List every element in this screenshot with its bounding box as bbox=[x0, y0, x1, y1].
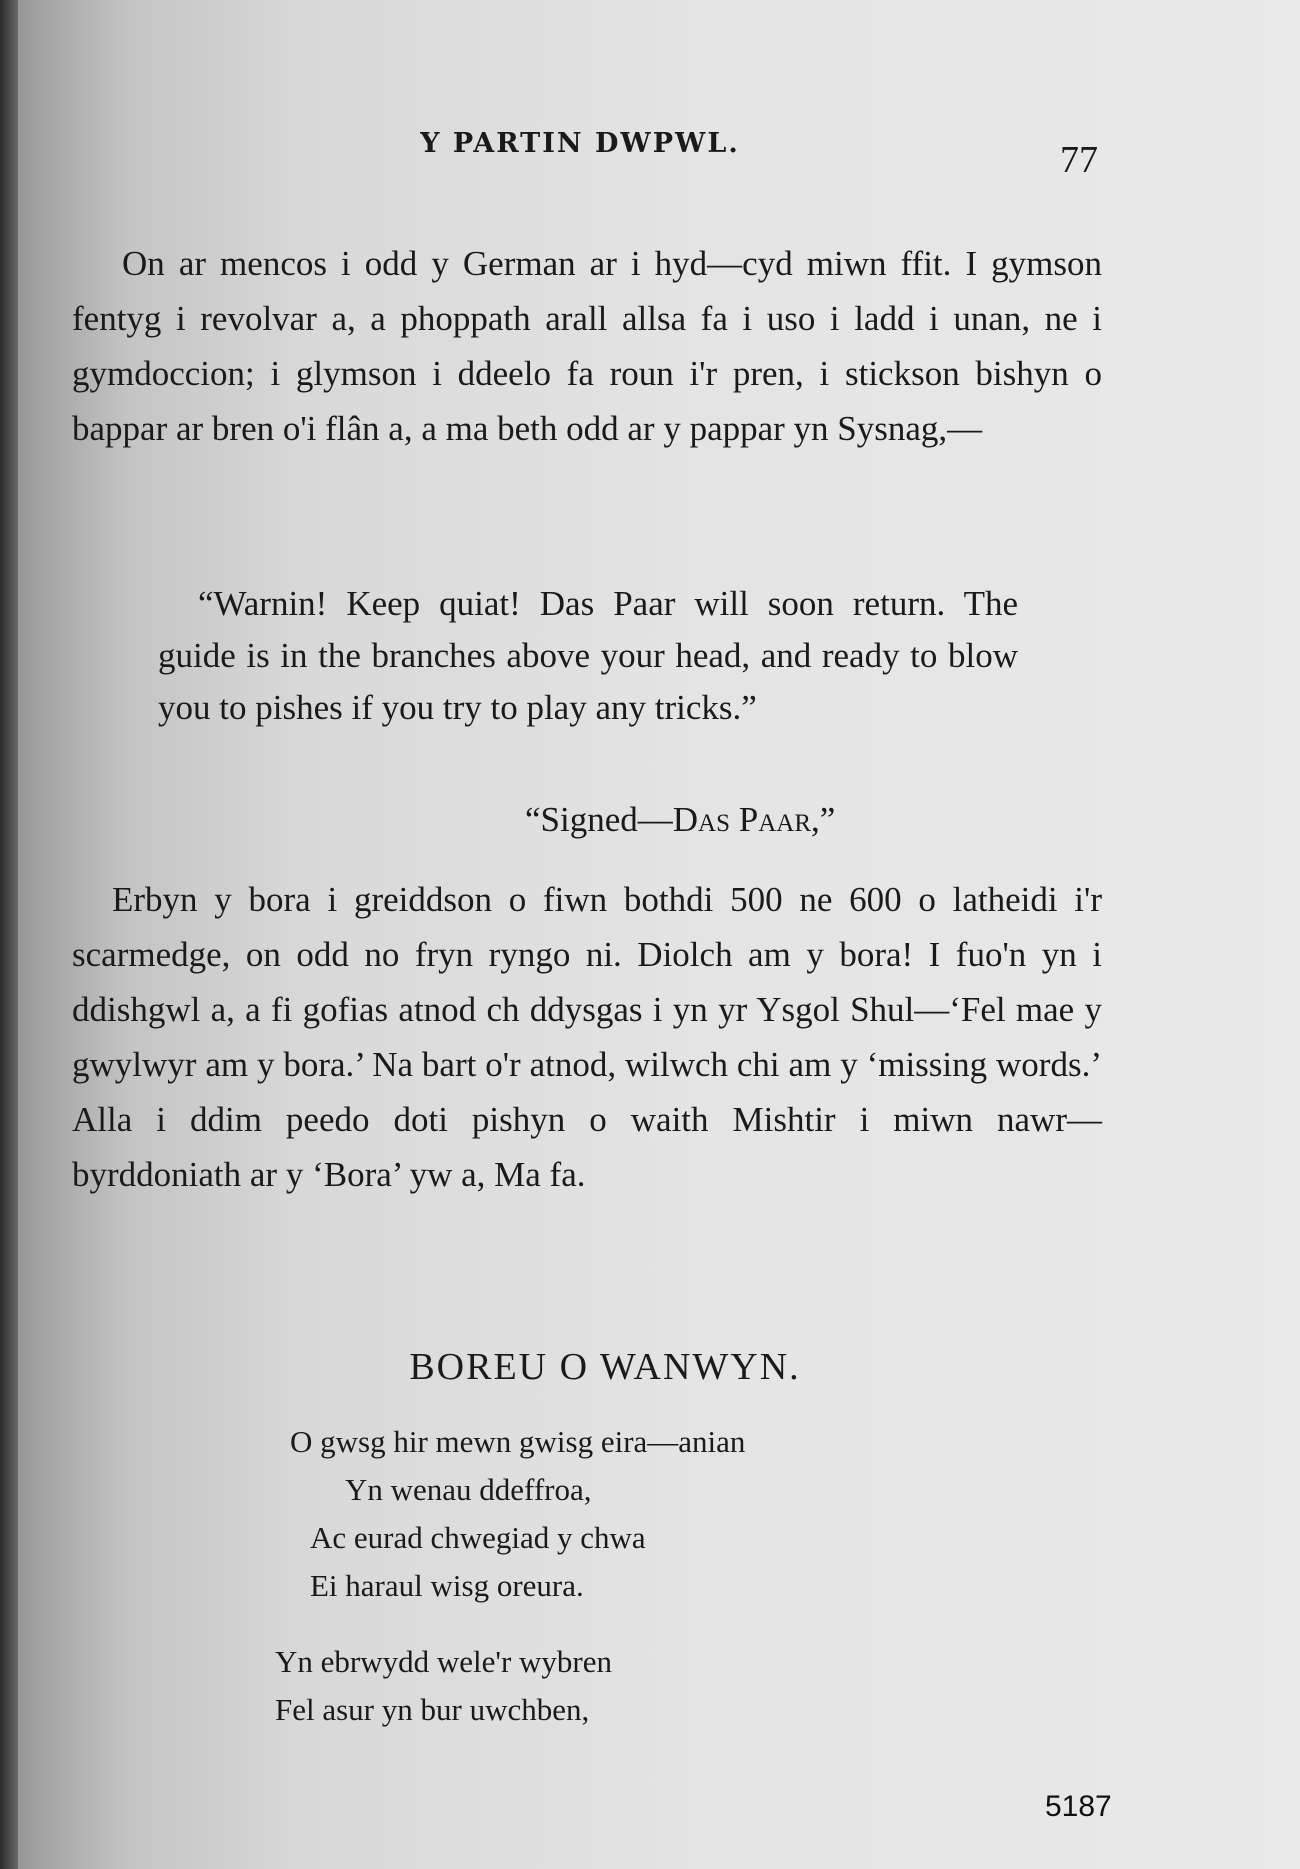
paragraph-1-text: On ar mencos i odd y German ar i hyd—cyd miwn ffit. I gymson fentyg i revolvar a, a phoppath arall allsa fa i uso i ladd i unan, ne i gymdoccion; i glymson i ddeelo fa roun i'r pren, i stickson bishyn o bappar ar bren o'i flân a, a ma beth odd ar y pappar yn Sysnag,— bbox=[72, 244, 1102, 448]
quoted-warning: “Warnin! Keep quiat! Das Paar will soon return. The guide is in the branches above your head, and ready to blow you to pishes if you try to play any tricks.” bbox=[158, 584, 1018, 727]
poem-line: Yn ebrwydd wele'r wybren bbox=[275, 1644, 613, 1679]
signature-name: Das Paar bbox=[672, 800, 811, 839]
signature-prefix: “Signed— bbox=[525, 800, 673, 839]
poem-title: BOREU O WANWYN. bbox=[409, 1346, 801, 1388]
poem-line: Fel asur yn bur uwchben, bbox=[275, 1692, 590, 1727]
poem-line: Ac eurad chwegiad y chwa bbox=[310, 1520, 646, 1555]
paragraph-2: Erbyn y bora i greiddson o fiwn bothdi 500 ne 600 o latheidi i'r scarmedge, on odd no fryn ryngo ni. Diolch am y bora! I fuo'n yn i ddishgwl a, a fi gofias atnod ch ddysgas i yn yr Ysgol Shul—‘Fel mae y gwylwyr am y bora.’ Na bart o'r atnod, wilwch chi am y ‘missing words.’ Alla i ddim peedo doti pishyn o waith Mishtir i miwn nawr—byrddoniath ar y ‘Bora’ yw a, Ma fa. bbox=[72, 880, 1102, 1194]
poem-stanza-2 bbox=[275, 1638, 612, 1734]
poem-line: O gwsg hir mewn gwisg eira—anian bbox=[290, 1424, 746, 1459]
catalog-number: 5187 bbox=[1045, 1790, 1112, 1823]
poem-line: Yn wenau ddeffroa, bbox=[345, 1472, 592, 1507]
paragraph-1 bbox=[72, 236, 1102, 456]
page-number: 77 bbox=[1060, 139, 1098, 181]
signature-line bbox=[525, 800, 835, 840]
poem-stanza-1 bbox=[290, 1418, 745, 1610]
running-head: Y PARTIN DWPWL. bbox=[420, 128, 740, 159]
signature-suffix: ,” bbox=[811, 800, 836, 839]
poem-line: Ei haraul wisg oreura. bbox=[310, 1568, 584, 1603]
